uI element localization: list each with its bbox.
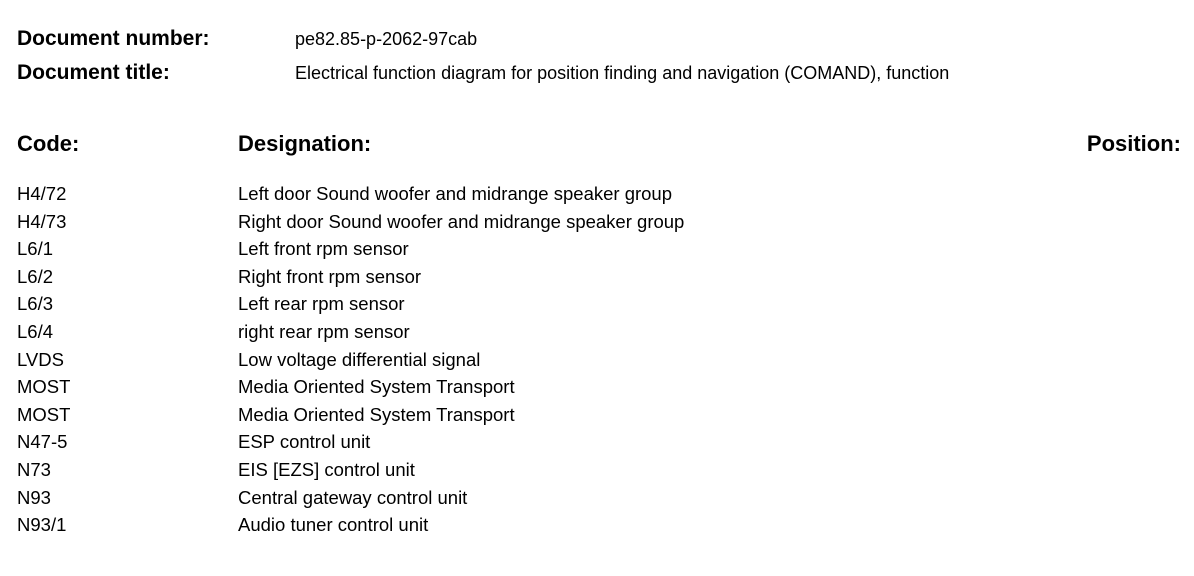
row-designation: Audio tuner control unit	[238, 514, 429, 536]
row-designation: right rear rpm sensor	[238, 320, 410, 342]
column-header-position: Position:	[1086, 131, 1181, 156]
document-number-value: pe82.85-p-2062-97cab	[295, 29, 478, 49]
designation-table	[17, 182, 1181, 541]
row-designation: Left front rpm sensor	[238, 238, 409, 260]
row-designation: ESP control unit	[238, 431, 371, 453]
table-row	[17, 210, 1181, 238]
row-code: L6/4	[17, 320, 54, 342]
row-designation: Right front rpm sensor	[238, 265, 422, 287]
table-row	[17, 486, 1181, 514]
document-number-row	[17, 27, 477, 51]
document-title-label: Document title:	[17, 61, 170, 84]
document-title-row	[17, 61, 949, 85]
row-designation: Media Oriented System Transport	[238, 376, 515, 398]
table-row	[17, 237, 1181, 265]
document-number-label: Document number:	[17, 27, 210, 50]
row-designation: Media Oriented System Transport	[238, 403, 515, 425]
column-header-designation: Designation:	[238, 131, 372, 156]
row-designation: Right door Sound woofer and midrange speaker group	[238, 210, 685, 232]
row-designation: Low voltage differential signal	[238, 348, 481, 370]
table-row	[17, 265, 1181, 293]
row-code: N73	[17, 458, 51, 480]
row-code: MOST	[17, 376, 71, 398]
row-code: L6/3	[17, 293, 54, 315]
row-code: LVDS	[17, 348, 64, 370]
table-row	[17, 403, 1181, 431]
row-code: N93/1	[17, 514, 67, 536]
row-code: H4/73	[17, 210, 67, 232]
row-code: L6/1	[17, 238, 54, 260]
row-code: N93	[17, 486, 51, 508]
table-row	[17, 430, 1181, 458]
row-code: H4/72	[17, 183, 67, 204]
row-code: N47-5	[17, 431, 68, 453]
table-row	[17, 458, 1181, 486]
column-header-code: Code:	[17, 131, 80, 156]
document-title-value: Electrical function diagram for position finding and navigation (COMAND), function	[295, 63, 950, 83]
row-designation: Left door Sound woofer and midrange speaker group	[238, 183, 673, 204]
table-row	[17, 513, 1181, 541]
table-header	[17, 131, 1181, 159]
table-row	[17, 375, 1181, 403]
table-row	[17, 182, 1181, 210]
row-designation: EIS [EZS] control unit	[238, 458, 415, 480]
row-designation: Central gateway control unit	[238, 486, 468, 508]
table-row	[17, 348, 1181, 376]
row-code: L6/2	[17, 265, 54, 287]
row-designation: Left rear rpm sensor	[238, 293, 405, 315]
table-row	[17, 292, 1181, 320]
table-row	[17, 320, 1181, 348]
row-code: MOST	[17, 403, 71, 425]
